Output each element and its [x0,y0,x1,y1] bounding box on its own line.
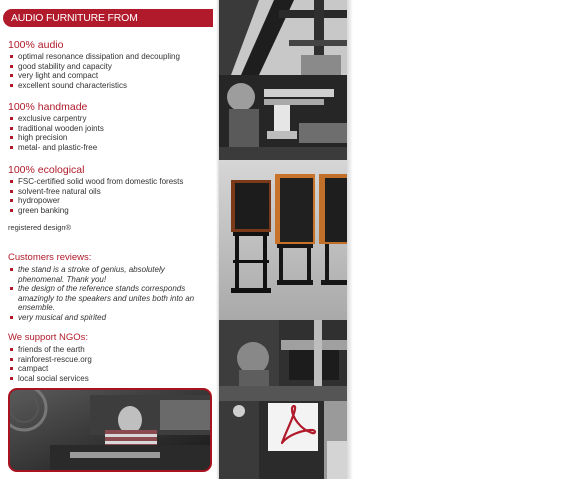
bullet-list [8,265,213,323]
review-item: the design of the reference stands corresponds amazingly to the speakers and unites both into an ensemble. [8,284,213,313]
section-ngos [8,332,213,383]
list-item: excellent sound characteristics [8,81,213,91]
list-item: good stability and capacity [8,62,213,72]
bullet-list [8,114,213,152]
wood-frame-photo [219,0,347,75]
bullet-list [8,177,213,215]
list-item: traditional wooden joints [8,124,213,134]
list-item: metal- and plastic-free [8,143,213,153]
bullet-list [8,52,213,90]
section-title: Customers reviews: [8,252,92,263]
speakers-on-stands-photo [219,160,347,320]
carpenter-photo [219,75,347,160]
section-audio [8,39,213,90]
section-title: 100% handmade [8,101,88,113]
list-item: local social services [8,374,213,384]
list-item: solvent-free natural oils [8,187,213,197]
list-item: exclusive carpentry [8,114,213,124]
registered-design-note: registered design® [8,223,72,233]
section-ecological [8,164,213,232]
section-handmade [8,101,213,152]
list-item: green banking [8,206,213,216]
left-column [0,0,219,479]
list-item: hydropower [8,196,213,206]
list-item: very light and compact [8,71,213,81]
section-reviews [8,252,213,323]
list-item: FSC-certified solid wood from domestic forests [8,177,213,187]
section-title: We support NGOs: [8,332,89,343]
list-item: rainforest-rescue.org [8,355,213,365]
list-item: high precision [8,133,213,143]
workshop-photo [8,388,212,472]
header-banner: AUDIO FURNITURE FROM TONTRAEGER.AUDIO [3,9,213,27]
list-item: friends of the earth [8,345,213,355]
page-shadow [347,0,353,479]
review-item: the stand is a stroke of genius, absolutely phenomenal. Thank you! [8,265,213,284]
section-title: 100% ecological [8,164,85,176]
list-item: campact [8,364,213,374]
review-item: very musical and spirited [8,313,213,323]
bullet-list [8,345,213,383]
list-item: optimal resonance dissipation and decoupling [8,52,213,62]
pdf-icon[interactable] [268,403,318,451]
workshop-tools-photo [219,320,347,401]
section-title: 100% audio [8,39,64,51]
